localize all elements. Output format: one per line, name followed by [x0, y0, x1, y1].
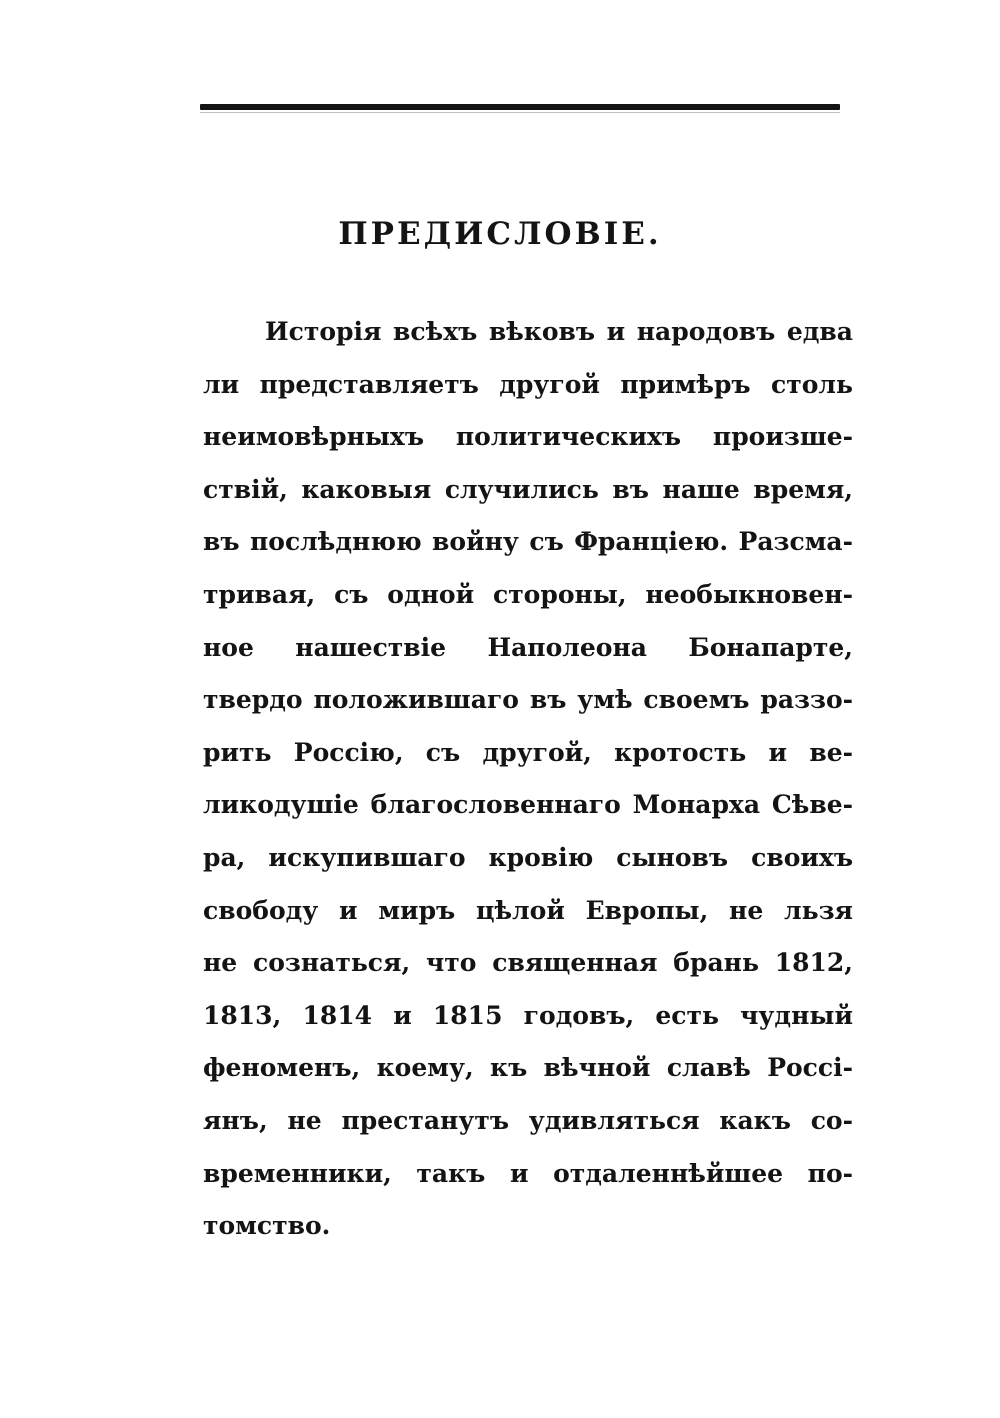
text-line: рить Россію, съ другой, кротость и ве-: [203, 737, 853, 767]
text-line: 1813, 1814 и 1815 годовъ, есть чудный: [203, 1000, 853, 1030]
text-line: ли представляетъ другой примѣръ столь: [203, 369, 853, 399]
text-line: Исторія всѣхъ вѣковъ и народовъ едва: [265, 317, 853, 346]
text-line: феноменъ, коему, къ вѣчной славѣ Россі-: [203, 1053, 853, 1083]
preface-text: [203, 306, 853, 1253]
text-line: ное нашествіе Наполеона Бонапарте,: [203, 632, 853, 662]
text-line: неимовѣрныхъ политическихъ произше-: [203, 422, 853, 452]
text-line: янъ, не престанутъ удивляться какъ со-: [203, 1105, 853, 1135]
text-line: не сознаться, что священная брань 1812,: [203, 948, 853, 978]
text-line: ствій, каковыя случились въ наше время,: [203, 474, 853, 504]
text-line: тривая, съ одной стороны, необыкновен-: [203, 579, 853, 609]
text-line: временники, такъ и отдаленнѣйшее по-: [203, 1158, 853, 1188]
text-line: ликодушіе благословеннаго Монарха Сѣве-: [203, 790, 853, 820]
text-line: въ послѣднюю войну съ Франціею. Разсма-: [203, 527, 853, 557]
text-line: томство.: [203, 1211, 331, 1241]
header-rule: [200, 104, 840, 110]
text-line: свободу и миръ цѣлой Европы, не льзя: [203, 895, 853, 925]
text-line: ра, искупившаго кровію сыновъ своихъ: [203, 842, 853, 872]
text-line: твердо положившаго въ умѣ своемъ раззо-: [203, 685, 853, 715]
page-title: ПРЕДИСЛОВІЕ.: [338, 216, 662, 252]
